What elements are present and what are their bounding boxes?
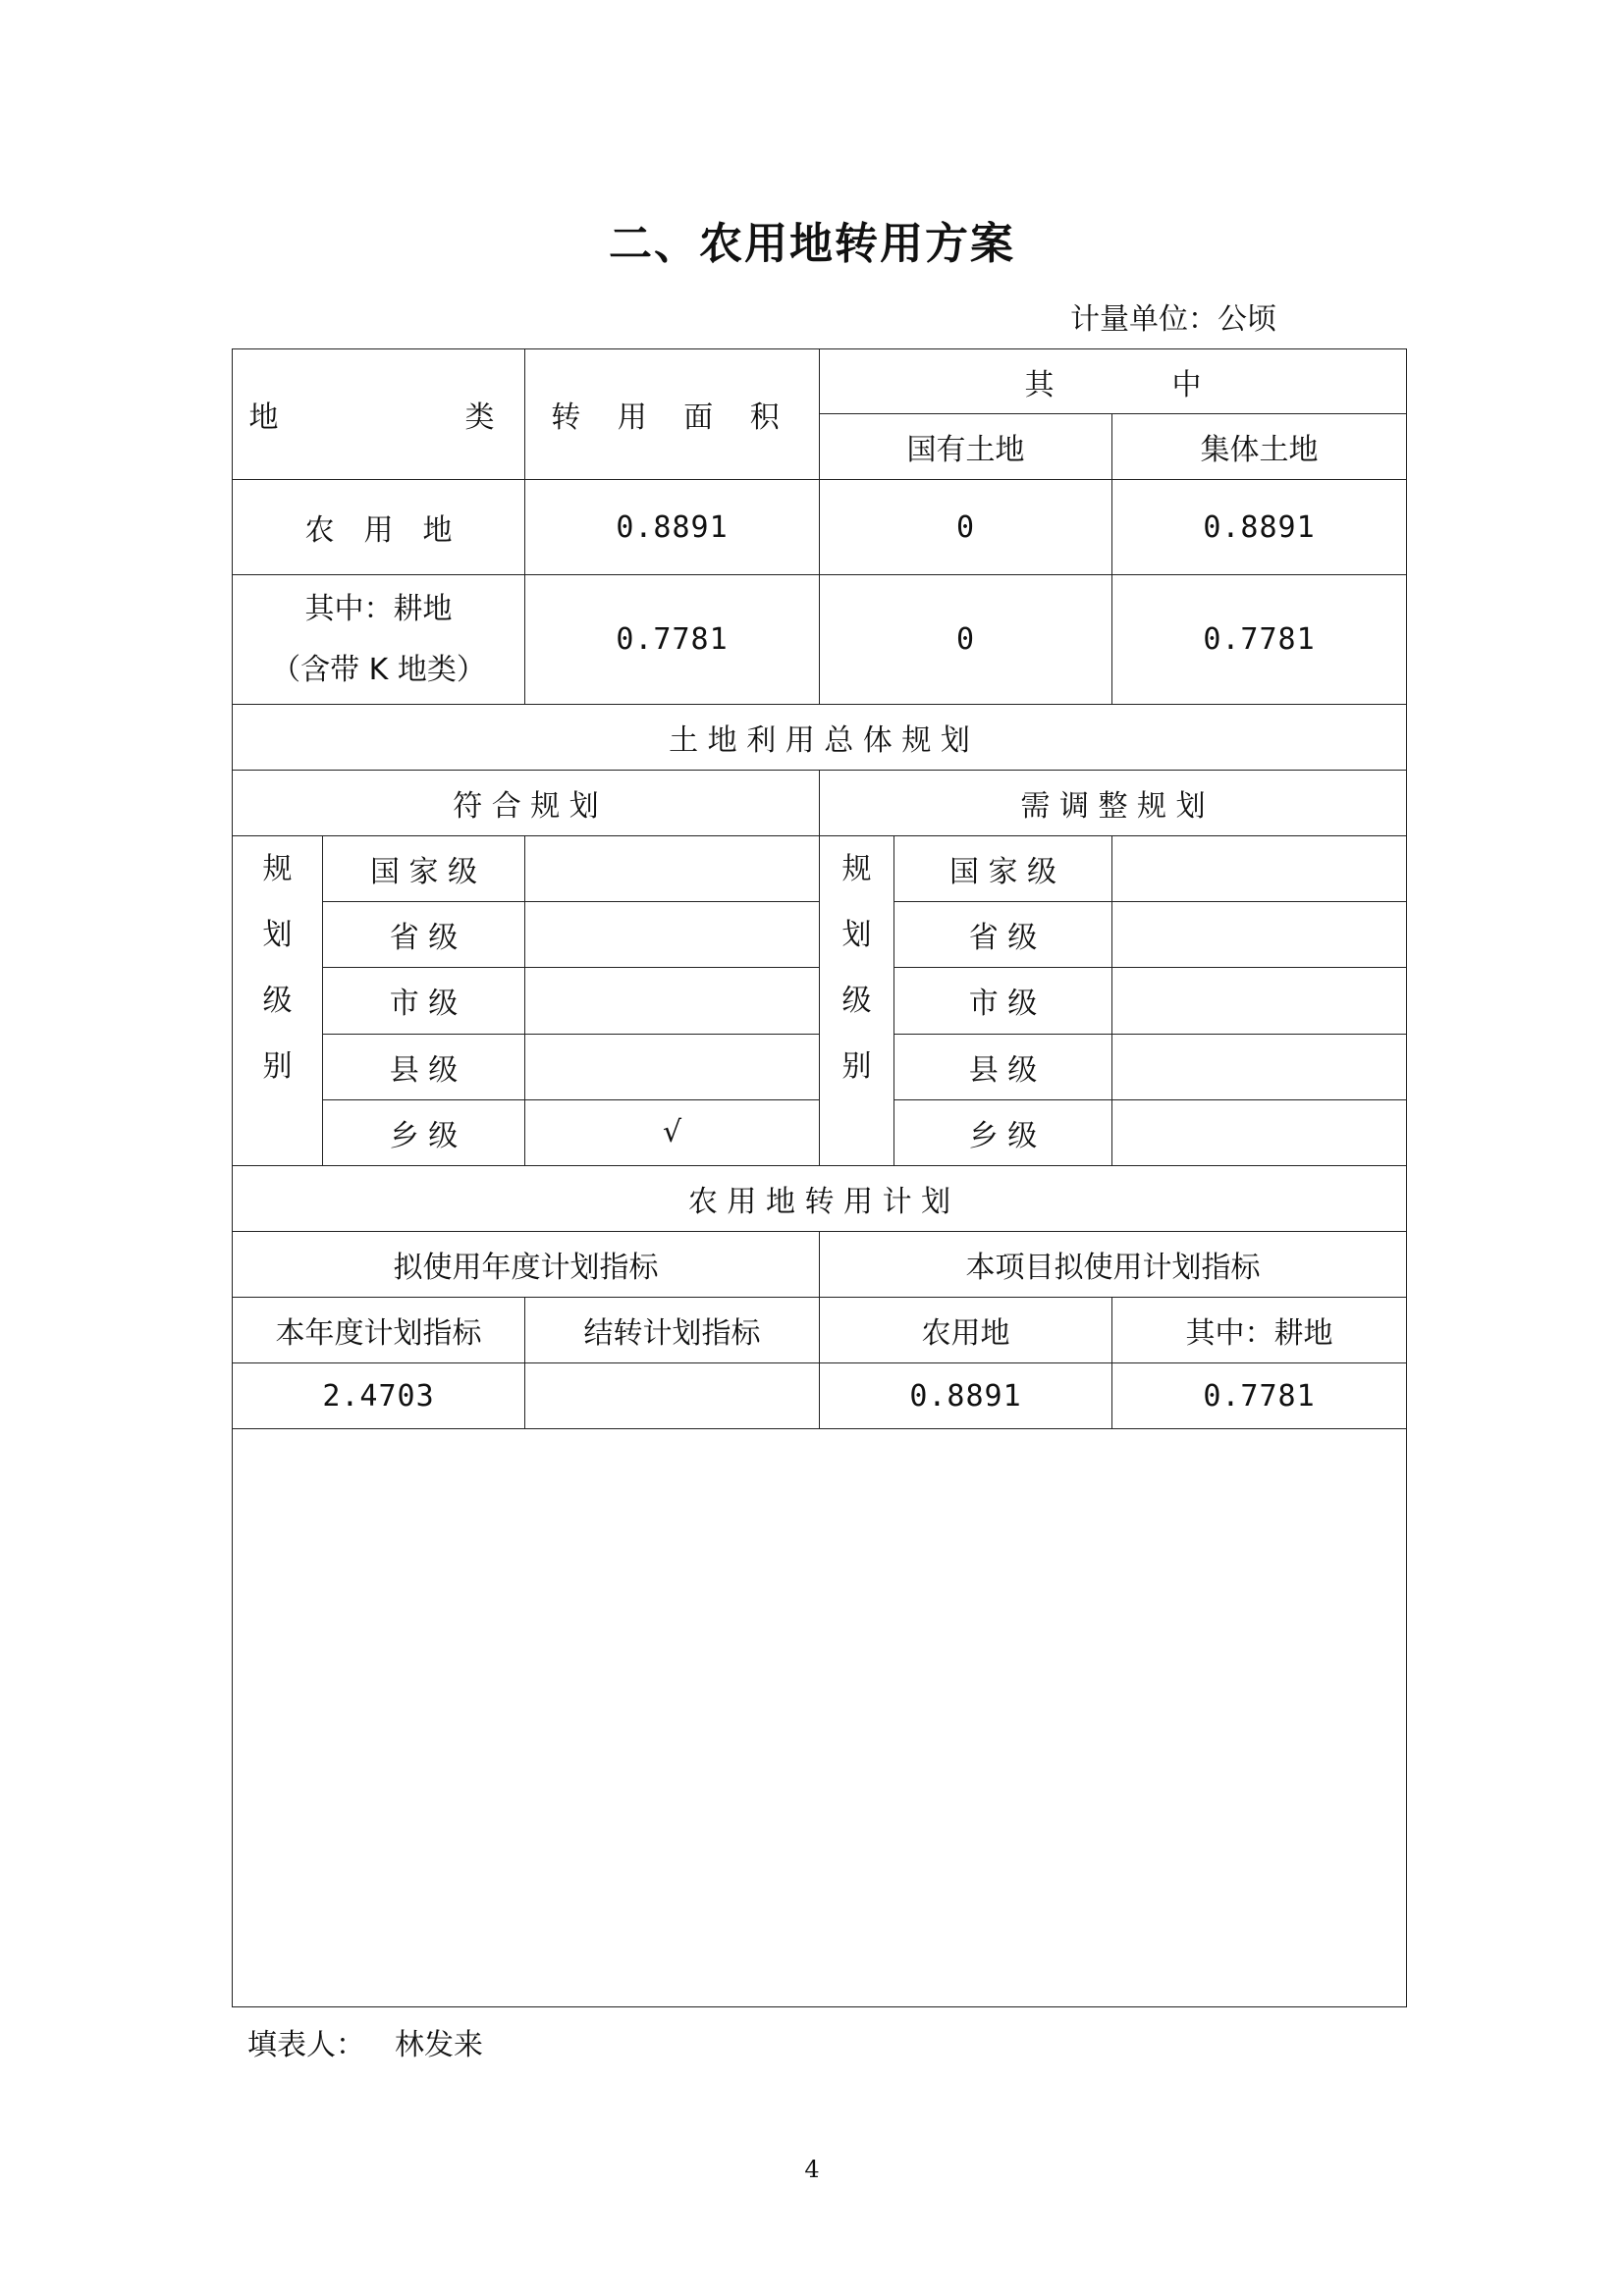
vertical-char: 规: [262, 852, 293, 886]
adjust-level-provincial: 省 级: [894, 902, 1112, 968]
cultivated-area: 0.7781: [525, 575, 820, 705]
cultivated-index-header: 其中：耕地: [1112, 1298, 1407, 1363]
adjust-level-label: [820, 836, 894, 1166]
vertical-char: 规: [841, 852, 872, 886]
header-conversion-area: 转 用 面 积: [525, 349, 820, 480]
this-year-index-header: 本年度计划指标: [233, 1298, 525, 1363]
compliant-value-township: √: [525, 1099, 820, 1165]
cultivated-state: 0: [820, 575, 1112, 705]
compliant-level-provincial: 省 级: [323, 902, 525, 968]
compliant-level-label: [233, 836, 323, 1166]
vertical-char: 级: [841, 984, 872, 1018]
header-collective-land: 集体土地: [1112, 414, 1407, 480]
page-title: 二、农用地转用方案: [609, 219, 1015, 269]
farmland-state: 0: [820, 480, 1112, 575]
compliant-level-township: 乡 级: [323, 1099, 525, 1165]
farmland-index-value: 0.8891: [820, 1363, 1112, 1429]
filled-by-name: 林发来: [395, 2028, 483, 2062]
cultivated-index-value: 0.7781: [1112, 1363, 1407, 1429]
page-number: 4: [804, 2156, 820, 2183]
compliant-level-city: 市 级: [323, 968, 525, 1034]
adjust-level-city: 市 级: [894, 968, 1112, 1034]
vertical-char: 划: [262, 918, 293, 952]
header-of-which: 其 中: [820, 349, 1407, 414]
filled-by: [247, 2020, 483, 2063]
header-state-land: 国有土地: [820, 414, 1112, 480]
vertical-char: 级: [262, 984, 293, 1018]
filled-by-label: 填表人：: [247, 2028, 365, 2062]
project-index-header: 本项目拟使用计划指标: [820, 1232, 1407, 1298]
blank-area: [233, 1429, 1407, 2007]
adjust-level-national: 国 家 级: [894, 836, 1112, 902]
compliant-level-national: 国 家 级: [323, 836, 525, 902]
conversion-plan-section-title: 农 用 地 转 用 计 划: [233, 1166, 1407, 1232]
carry-over-index-value: [525, 1363, 820, 1429]
compliant-value-national: [525, 836, 820, 902]
planning-section-title: 土 地 利 用 总 体 规 划: [233, 705, 1407, 771]
vertical-char: 别: [262, 1049, 293, 1084]
row-label-cultivated: [233, 575, 525, 705]
adjust-level-county: 县 级: [894, 1034, 1112, 1099]
this-year-index-value: 2.4703: [233, 1363, 525, 1429]
compliant-planning-header: 符 合 规 划: [233, 771, 820, 836]
farmland-collective: 0.8891: [1112, 480, 1407, 575]
adjust-value-township: [1112, 1099, 1407, 1165]
compliant-value-county: [525, 1034, 820, 1099]
vertical-char: 划: [841, 918, 872, 952]
adjust-planning-header: 需 调 整 规 划: [820, 771, 1407, 836]
land-conversion-table: [232, 348, 1407, 2007]
carry-over-index-header: 结转计划指标: [525, 1298, 820, 1363]
measurement-unit: 计量单位：公顷: [1070, 302, 1276, 337]
row-label-farmland: 农 用 地: [233, 480, 525, 575]
compliant-level-county: 县 级: [323, 1034, 525, 1099]
cultivated-label-line1: 其中：耕地: [304, 591, 453, 626]
cultivated-label-line2: （含带 K 地类）: [271, 652, 486, 687]
annual-index-header: 拟使用年度计划指标: [233, 1232, 820, 1298]
adjust-value-county: [1112, 1034, 1407, 1099]
adjust-level-township: 乡 级: [894, 1099, 1112, 1165]
vertical-char: 别: [841, 1049, 872, 1084]
adjust-value-national: [1112, 836, 1407, 902]
farmland-area: 0.8891: [525, 480, 820, 575]
adjust-value-provincial: [1112, 902, 1407, 968]
farmland-index-header: 农用地: [820, 1298, 1112, 1363]
compliant-value-provincial: [525, 902, 820, 968]
header-land-type: 地 类: [233, 349, 525, 480]
adjust-value-city: [1112, 968, 1407, 1034]
compliant-value-city: [525, 968, 820, 1034]
cultivated-collective: 0.7781: [1112, 575, 1407, 705]
